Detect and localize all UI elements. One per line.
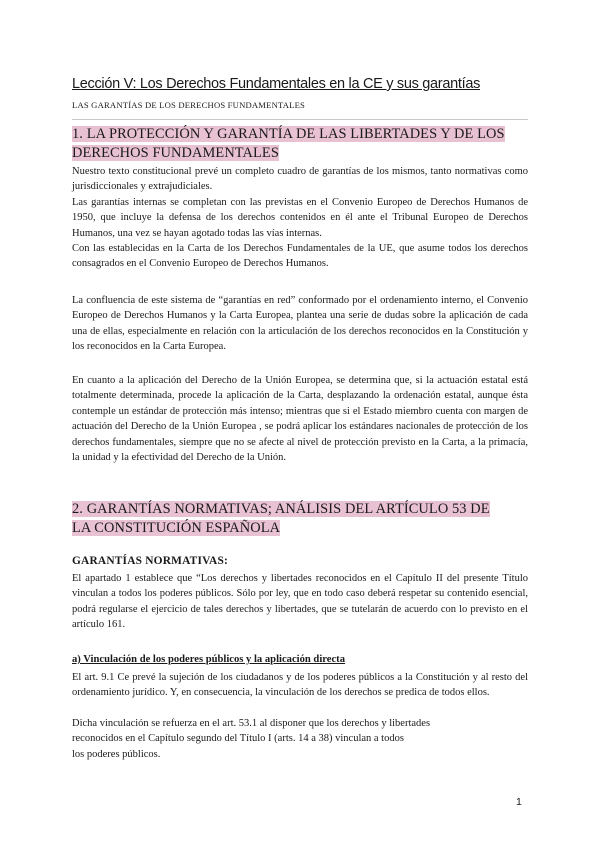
paragraph: Nuestro texto constitucional prevé un completo cuadro de garantías de los mismos, tanto normativas como jurisdiccionales y extrajudiciales. (72, 166, 528, 193)
page-number: 1 (516, 796, 522, 808)
section-2-heading (72, 500, 528, 537)
paragraph-line: los poderes públicos. (72, 748, 161, 760)
section-2-paragraph-3 (72, 716, 528, 762)
section-1-paragraph-5 (72, 373, 528, 465)
lesson-subtitle: LAS GARANTÍAS DE LOS DERECHOS FUNDAMENTALES (72, 100, 306, 110)
paragraph-line: reconocidos en el Capítulo segundo del Título I (arts. 14 a 38) vinculan a todos (72, 733, 404, 745)
section-2-paragraph-1 (72, 571, 528, 633)
section-1-heading (72, 125, 528, 162)
section-1-heading-line2: DERECHOS FUNDAMENTALES (72, 144, 279, 161)
header-divider (72, 119, 528, 120)
paragraph: El art. 9.1 Ce prevé la sujeción de los ciudadanos y de los poderes públicos a la Constitución y al resto del ordenamiento jurídico. Y, en consecuencia, la vinculación de los derechos se predica de todos ellos. (72, 672, 528, 699)
section-1-intro (72, 164, 528, 272)
paragraph: La confluencia de este sistema de “garantías en red” conformado por el ordenamiento interno, el Convenio Europeo de Derechos Humanos y la Carta Europea, plantea una serie de dudas sobre la aplicación de cada una de ellas, especialmente en relación con la articulación de los derechos reconocidos en la Constitución y los reconocidos en la Carta Europea. (72, 295, 528, 353)
paragraph: El apartado 1 establece que “Los derechos y libertades reconocidos en el Capítulo II del presente Título vinculan a todos los poderes públicos. Sólo por ley, que en todo caso deberá respetar su contenido esencial, podrá regularse el ejercicio de tales derechos y libertades, que se tutelarán de acuerdo con lo previsto en el artículo 161. (72, 573, 528, 631)
section-1-paragraph-4 (72, 293, 528, 355)
paragraph-line: Dicha vinculación se refuerza en el art. 53.1 al disponer que los derechos y libertades (72, 718, 431, 729)
paragraph: En cuanto a la aplicación del Derecho de la Unión Europea, se determina que, si la actuación estatal está totalmente determinada, procede la aplicación de la Carta, desplazando la ordenación estatal, aunque ésta contemple un estándar de protección más intenso; mientras que si el Estado miembro cuenta con margen de actuación del Derecho de la Unión Europea , se podrá aplicar los estándares nacionales de protección de los derechos fundamentales, siempre que no se afecte al nivel de protección previsto en la Carta, a la primacía, la unidad y la efectividad del Derecho de la Unión. (72, 375, 528, 464)
paragraph: Con las establecidas en la Carta de los Derechos Fundamentales de la UE, que asume todos los derechos consagrados en el Convenio Europeo de Derechos Humanos. (72, 243, 528, 270)
lesson-title: Lección V: Los Derechos Fundamentales en la CE y sus garantías (72, 76, 481, 92)
section-1-heading-line1: 1. LA PROTECCIÓN Y GARANTÍA DE LAS LIBERTADES Y DE LOS (72, 126, 505, 142)
section-2-heading-line1: 2. GARANTÍAS NORMATIVAS; ANÁLISIS DEL ARTÍCULO 53 DE (72, 501, 490, 517)
paragraph: Las garantías internas se completan con las previstas en el Convenio Europeo de Derechos Humanos de 1950, que incluye la defensa de los derechos contenidos en él ante el Tribunal Europeo de Derechos Humanos, una vez se hayan agotado todas las vías internas. (72, 196, 528, 239)
section-2-heading-line2: LA CONSTITUCIÓN ESPAÑOLA (72, 519, 281, 536)
section-2-paragraph-2 (72, 670, 528, 701)
normative-guarantees-subheading: GARANTÍAS NORMATIVAS: (72, 555, 228, 567)
subsection-a-heading: a) Vinculación de los poderes públicos y la aplicación directa (72, 654, 346, 665)
